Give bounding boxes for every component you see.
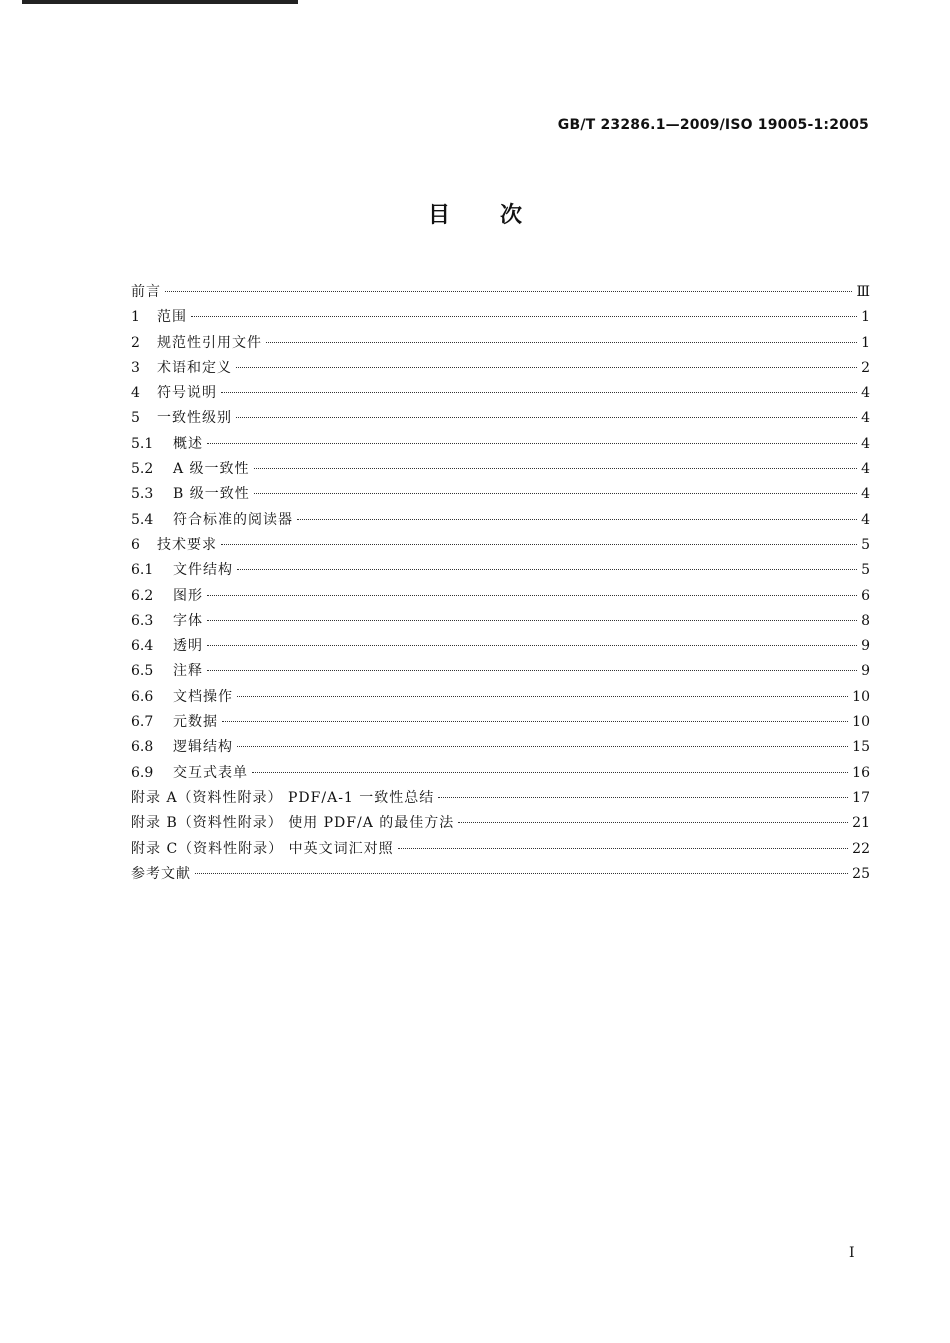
toc-entry-number: 6.7 (131, 714, 154, 731)
toc-entry-page: 4 (861, 486, 870, 503)
toc-entry-number: 5.4 (131, 511, 154, 528)
toc-dot-leader (195, 873, 848, 874)
toc-entry[interactable] (131, 432, 870, 457)
toc-entry-page: 8 (861, 612, 870, 629)
toc-entry[interactable] (131, 811, 870, 836)
toc-entry[interactable] (131, 761, 870, 786)
top-rule (22, 0, 298, 4)
toc-entry-page: 4 (861, 511, 870, 528)
toc-entry-label: 附录 C（资料性附录） 中英文词汇对照 (131, 840, 394, 857)
toc-dot-leader (207, 595, 857, 596)
toc-entry-page: 4 (861, 410, 870, 427)
toc-entry-label: 元数据 (173, 714, 218, 731)
toc-dot-leader (237, 696, 848, 697)
toc-entry-label: 前言 (131, 284, 161, 300)
toc-entry-page: 1 (861, 309, 870, 326)
toc-entry[interactable] (131, 457, 870, 482)
toc-entry[interactable] (131, 584, 870, 609)
toc-entry-page: 25 (852, 865, 870, 882)
toc-entry-number: 3 (131, 359, 140, 376)
toc-entry-number: 6.6 (131, 688, 154, 705)
toc-entry-label: 透明 (173, 638, 203, 655)
page-number: I (849, 1245, 855, 1261)
toc-dot-leader (254, 468, 858, 469)
toc-entry-page: 9 (861, 663, 870, 680)
toc-dot-leader (207, 620, 857, 621)
toc-entry-number: 6.2 (131, 587, 154, 604)
toc-entry-number: 6.5 (131, 663, 154, 680)
toc-entry[interactable] (131, 356, 870, 381)
toc-dot-leader (237, 569, 857, 570)
toc-entry-label: B 级一致性 (173, 486, 250, 503)
toc-dot-leader (236, 367, 857, 368)
toc-entry-page: 17 (852, 789, 870, 806)
toc-entry-page: 15 (852, 739, 870, 756)
toc-entry-number: 5 (131, 410, 140, 427)
toc-entry-label: 范围 (157, 309, 187, 326)
toc-entry[interactable] (131, 482, 870, 507)
toc-entry-label: 图形 (173, 587, 203, 604)
toc-dot-leader (237, 746, 848, 747)
toc-entry-label: 附录 B（资料性附录） 使用 PDF/A 的最佳方法 (131, 815, 455, 832)
toc-entry-number: 6.1 (131, 562, 154, 579)
toc-dot-leader (254, 493, 857, 494)
toc-entry-label: 交互式表单 (173, 764, 248, 781)
toc-entry[interactable] (131, 710, 870, 735)
toc-entry-number: 2 (131, 334, 140, 351)
toc-entry-page: 9 (861, 638, 870, 655)
toc-entry-page: 10 (852, 714, 870, 731)
toc-dot-leader (236, 417, 857, 418)
toc-entry-label: 概述 (173, 435, 203, 452)
toc-entry-number: 6.3 (131, 612, 154, 629)
toc-entry-number: 4 (131, 385, 140, 402)
toc-entry[interactable] (131, 280, 870, 305)
toc-entry-label: 参考文献 (131, 865, 191, 882)
toc-entry[interactable] (131, 837, 870, 862)
toc-entry-label: 文档操作 (173, 688, 233, 705)
toc-dot-leader (222, 721, 848, 722)
toc-dot-leader (191, 316, 857, 317)
toc-entry-number: 6.4 (131, 638, 154, 655)
toc-entry-label: 字体 (173, 612, 203, 629)
toc-entry-number: 6.9 (131, 764, 154, 781)
toc-entry-label: 文件结构 (173, 562, 233, 579)
toc-dot-leader (221, 392, 857, 393)
toc-dot-leader (438, 797, 848, 798)
toc-entry-number: 6.8 (131, 739, 154, 756)
toc-entry-page: 16 (852, 764, 870, 781)
toc-entry[interactable] (131, 659, 870, 684)
toc-dot-leader (207, 645, 857, 646)
toc-entry[interactable] (131, 533, 870, 558)
toc-entry-label: 技术要求 (157, 536, 217, 553)
toc-entry-page: 21 (852, 815, 870, 832)
toc-entry[interactable] (131, 735, 870, 760)
toc-entry[interactable] (131, 685, 870, 710)
toc-entry[interactable] (131, 862, 870, 887)
toc-entry-page: 1 (861, 334, 870, 351)
toc-entry[interactable] (131, 381, 870, 406)
toc-entry-number: 1 (131, 309, 140, 326)
toc-entry-page: 4 (861, 385, 870, 402)
toc-dot-leader (207, 443, 857, 444)
toc-entry-page: 4 (861, 435, 870, 452)
toc-entry-number: 5.2 (131, 461, 154, 478)
toc-dot-leader (252, 772, 848, 773)
toc-entry[interactable] (131, 609, 870, 634)
toc-entry-number: 5.3 (131, 486, 154, 503)
toc-entry[interactable] (131, 305, 870, 330)
toc-entry-label: 规范性引用文件 (157, 334, 262, 351)
toc-entry[interactable] (131, 331, 870, 356)
toc-entry-label: 符号说明 (157, 385, 217, 402)
toc-dot-leader (398, 848, 849, 849)
toc-entry-label: 附录 A（资料性附录） PDF/A-1 一致性总结 (131, 789, 435, 806)
toc-entry-page: 6 (861, 587, 870, 604)
toc-entry[interactable] (131, 558, 870, 583)
toc-dot-leader (266, 342, 857, 343)
table-of-contents (131, 280, 870, 887)
toc-dot-leader (458, 822, 848, 823)
toc-entry-number: 5.1 (131, 435, 154, 452)
toc-entry-page: 2 (861, 359, 870, 376)
toc-entry-label: 术语和定义 (157, 359, 232, 376)
toc-entry-page: 10 (852, 688, 870, 705)
toc-entry-page: 5 (861, 562, 870, 579)
toc-entry[interactable] (131, 406, 870, 431)
toc-entry-label: 逻辑结构 (173, 739, 233, 756)
toc-entry-page: 22 (852, 840, 870, 857)
toc-dot-leader (221, 544, 857, 545)
toc-entry[interactable] (131, 786, 870, 811)
toc-dot-leader (297, 519, 857, 520)
toc-entry[interactable] (131, 634, 870, 659)
toc-dot-leader (165, 291, 852, 292)
toc-title: 目次 (427, 203, 572, 228)
toc-entry-number: 6 (131, 536, 140, 553)
toc-dot-leader (207, 670, 857, 671)
toc-entry-label: 注释 (173, 663, 203, 680)
toc-entry-page: Ⅲ (856, 284, 870, 300)
toc-entry-label: 一致性级别 (157, 410, 232, 427)
toc-entry-page: 5 (861, 536, 870, 553)
toc-entry-label: A 级一致性 (173, 461, 250, 478)
toc-entry-label: 符合标准的阅读器 (173, 511, 293, 528)
toc-entry-page: 4 (861, 461, 870, 478)
toc-entry[interactable] (131, 508, 870, 533)
standard-code: GB/T 23286.1—2009/ISO 19005-1:2005 (557, 117, 869, 133)
